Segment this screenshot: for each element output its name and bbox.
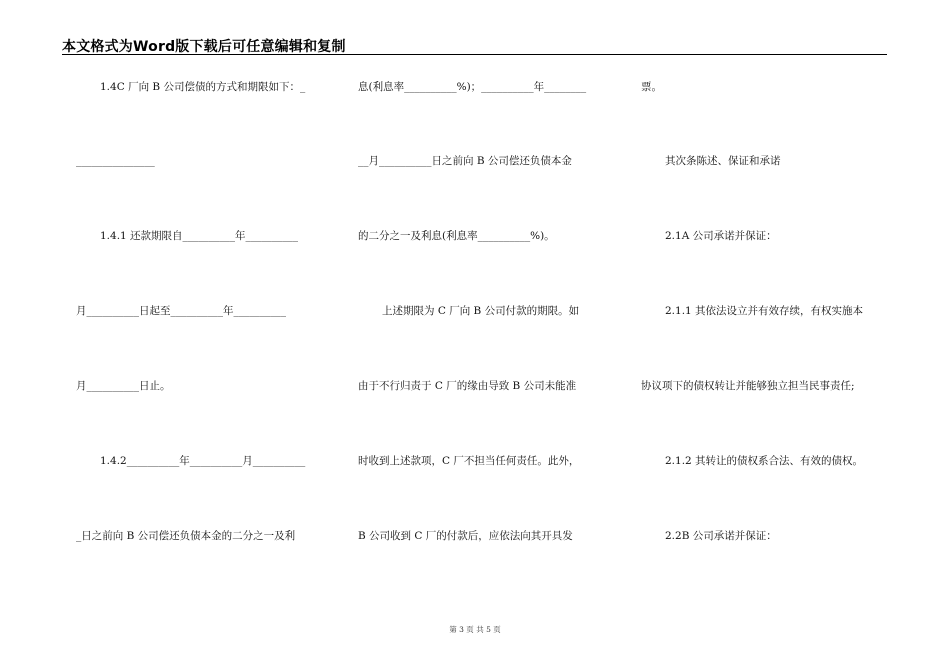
col2-line-6: 时收到上述款项，C 厂不担当任何责任。此外，: [358, 455, 580, 467]
col2-line-3: 的二分之一及利息(利息率__________%)。: [358, 230, 555, 242]
col3-line-4: 2.1.1 其依法设立并有效存续，有权实施本: [665, 305, 864, 317]
header-divider: [62, 54, 887, 55]
col3-line-2: 其次条陈述、保证和承诺: [665, 155, 781, 167]
col2-line-1: 息(利息率__________%)；__________年________: [358, 81, 587, 93]
col3-line-5: 协议项下的债权转让并能够独立担当民事责任;: [641, 380, 855, 392]
col1-line-7: _日之前向 B 公司偿还负债本金的二分之一及利: [76, 530, 296, 542]
col2-line-7: B 公司收到 C 厂的付款后，应依法向其开具发: [358, 530, 573, 542]
col3-line-7: 2.2B 公司承诺并保证：: [665, 530, 777, 542]
col2-line-4: 上述期限为 C 厂向 B 公司付款的期限。如: [382, 305, 580, 317]
col1-line-4: 月__________日起至__________年__________: [76, 305, 286, 317]
col1-line-6: 1.4.2__________年__________月__________: [100, 455, 306, 467]
col1-line-3: 1.4.1 还款期限自__________年__________: [100, 230, 299, 242]
col1-line-1: 1.4C 厂向 B 公司偿债的方式和期限如下：_: [100, 81, 306, 93]
col1-line-5: 月__________日止。: [76, 380, 171, 392]
col2-line-5: 由于不行归责于 C 厂的缘由导致 B 公司未能准: [358, 380, 577, 392]
col3-line-1: 票。: [641, 81, 662, 93]
col1-line-2: _______________: [76, 155, 155, 167]
document-header-title: 本文格式为Word版下载后可任意编辑和复制: [62, 39, 346, 55]
col3-line-6: 2.1.2 其转让的债权系合法、有效的债权。: [665, 455, 864, 467]
col3-line-3: 2.1A 公司承诺并保证：: [665, 230, 777, 242]
page-number-footer: 第 3 页 共 5 页: [449, 625, 501, 634]
col2-line-2: __月__________日之前向 B 公司偿还负债本金: [358, 155, 572, 167]
